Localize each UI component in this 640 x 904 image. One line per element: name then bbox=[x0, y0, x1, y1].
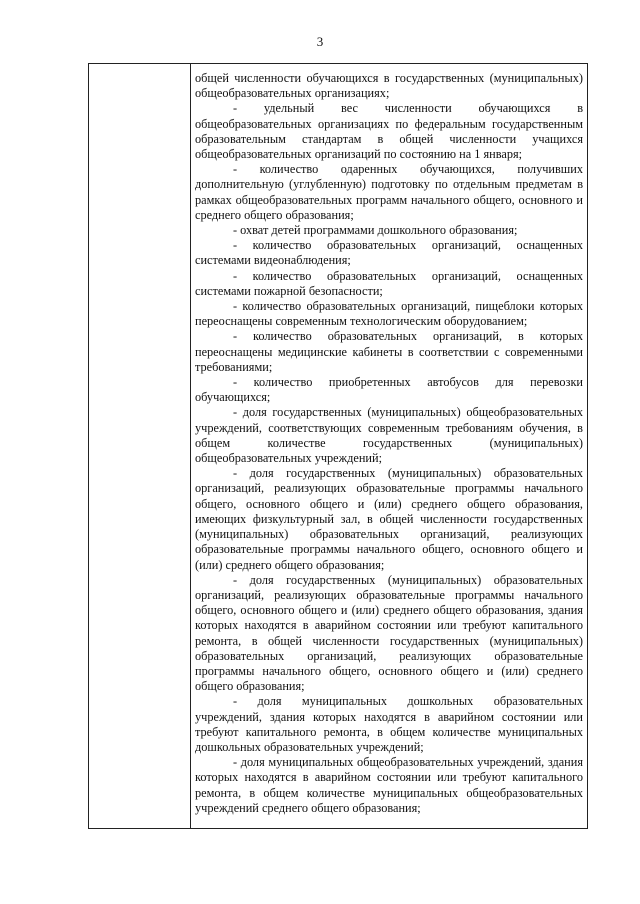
list-item: - доля государственных (муниципальных) образовательных организаций, реализующих образовательные программы начального общего, основного общего и (или) среднего общего образования, имеющих физкультурный зал, в общей численности государственных (муниципальных) образовательных организаций, реализующих образовательные программы начального общего, основного общего и (или) среднего общего образования; bbox=[195, 466, 583, 572]
table-right-cell bbox=[195, 71, 583, 816]
page-number: 3 bbox=[316, 34, 324, 49]
list-item: - количество образовательных организаций, пищеблоки которых переоснащены современным технологическим оборудованием; bbox=[195, 299, 583, 329]
list-item: - количество одаренных обучающихся, получивших дополнительную (углубленную) подготовку по отдельным предметам в рамках общеобразовательных программ начального общего, основного и среднего общего образования; bbox=[195, 162, 583, 222]
table-left-cell bbox=[89, 64, 190, 828]
list-item: - доля государственных (муниципальных) общеобразовательных учреждений, соответствующих современным требованиям обучения, в общем количестве государственных (муниципальных) общеобразовательных учреждений; bbox=[195, 405, 583, 466]
list-item: - количество образовательных организаций, в которых переоснащены медицинские кабинеты в соответствии с современными требованиями; bbox=[195, 329, 583, 374]
list-item: - доля государственных (муниципальных) образовательных организаций, реализующих образовательные программы начального общего, основного общего и (или) среднего общего образования, здания которых находятся в аварийном состоянии или требуют капитального ремонта, в общей численности государственных (муниципальных) образовательных организаций, реализующих образовательные программы начального общего, основного общего и (или) среднего общего образования; bbox=[195, 572, 583, 694]
list-item: - доля муниципальных общеобразовательных учреждений, здания которых находятся в аварийном состоянии или требуют капитального ремонта, в общем количестве муниципальных общеобразовательных учреждений среднего общего образования; bbox=[195, 755, 583, 815]
list-item: - количество образовательных организаций, оснащенных системами видеонаблюдения; bbox=[195, 238, 583, 268]
document-table bbox=[88, 63, 588, 829]
list-item: - охват детей программами дошкольного образования; bbox=[233, 223, 518, 238]
list-item: - количество приобретенных автобусов для перевозки обучающихся; bbox=[195, 375, 583, 405]
list-item: - доля муниципальных дошкольных образовательных учреждений, здания которых находятся в аварийном состоянии или требуют капитального ремонта, в общем количестве муниципальных дошкольных образовательных учреждений; bbox=[195, 694, 583, 754]
paragraph-continuation: общей численности обучающихся в государственных (муниципальных) общеобразовательных организациях; bbox=[195, 71, 583, 101]
column-divider bbox=[190, 64, 191, 828]
list-item: - удельный вес численности обучающихся в общеобразовательных организациях по федеральным государственным образовательным стандартам в общей численности учащихся общеобразовательных организаций по состоянию на 1 января; bbox=[195, 101, 583, 162]
list-item: - количество образовательных организаций, оснащенных системами пожарной безопасности; bbox=[195, 268, 583, 298]
